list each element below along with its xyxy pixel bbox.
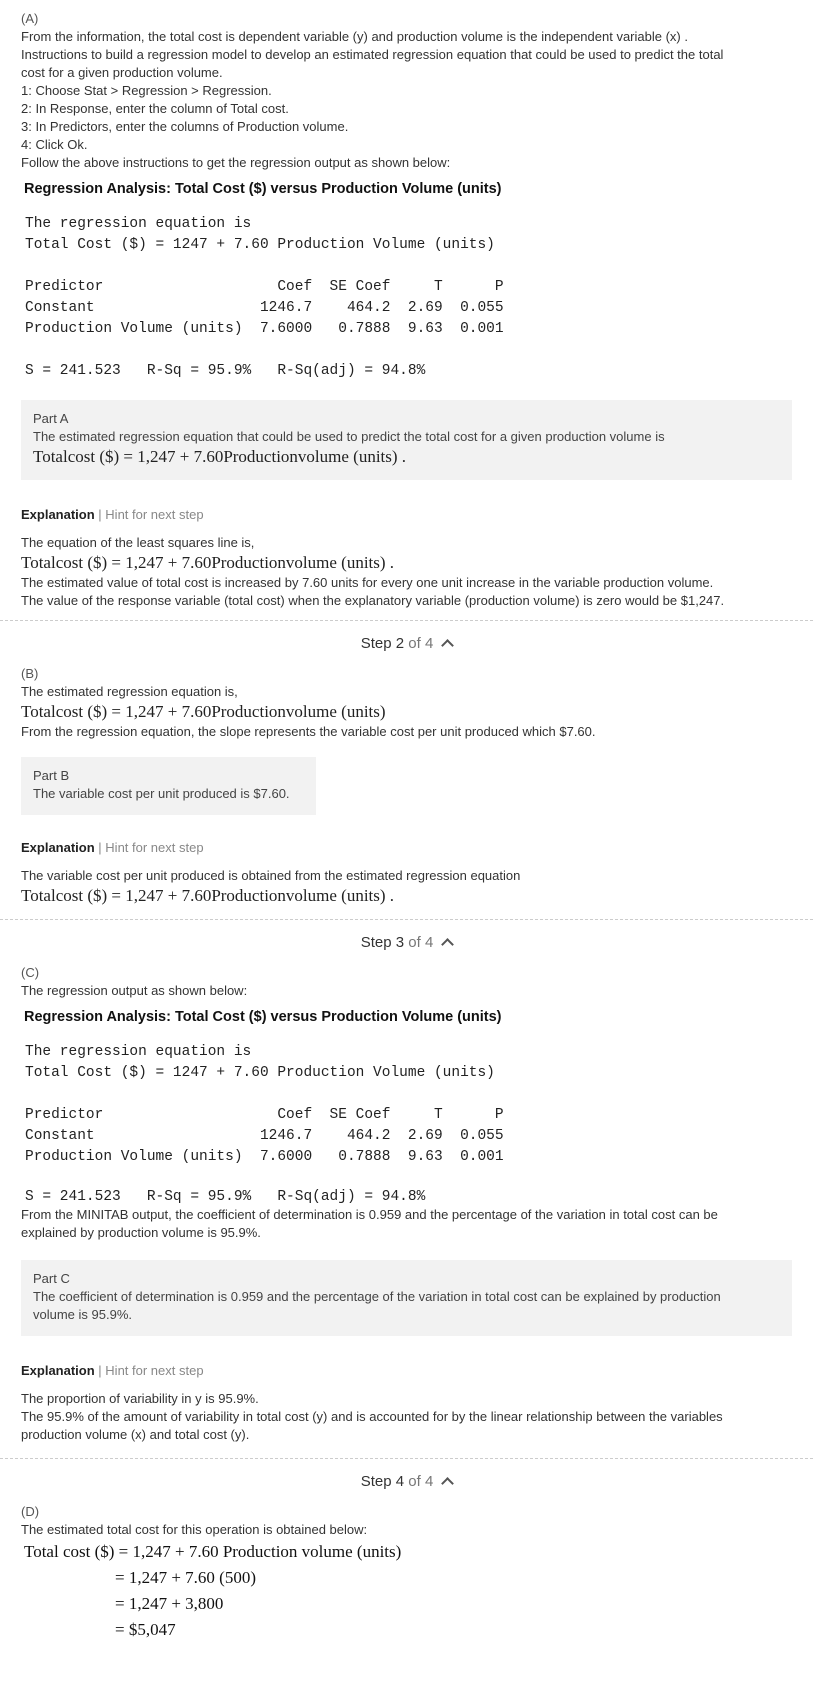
chevron-up-icon[interactable] (441, 639, 454, 652)
hint-link[interactable]: Hint for next step (105, 840, 204, 855)
part-c-text: volume is 95.9%. (33, 1307, 132, 1322)
instruction-step: 3: In Predictors, enter the columns of Production volume. (21, 119, 349, 134)
explanation-label: Explanation (21, 1363, 95, 1378)
output-line (25, 256, 792, 277)
part-c-label: (C) (21, 965, 40, 980)
part-c-section (0, 964, 813, 1242)
expl-equation: Totalcost ($) = 1,247 + 7.60Productionvolume (units) . (21, 553, 395, 572)
output-line: S = 241.523 R-Sq = 95.9% R-Sq(adj) = 94.8% (25, 1189, 426, 1205)
part-b-line: The estimated regression equation is, (21, 684, 238, 699)
part-c-line: From the MINITAB output, the coefficient of determination is 0.959 and the percentage of the variation in total cost can be (21, 1207, 718, 1222)
step-2-header[interactable] (0, 633, 813, 655)
output-line (25, 1168, 792, 1189)
part-b-equation: Totalcost ($) = 1,247 + 7.60Productionvolume (units) (21, 702, 386, 721)
output-line: S = 241.523 R-Sq = 95.9% R-Sq(adj) = 94.8% (25, 363, 426, 379)
output-line: Total Cost ($) = 1247 + 7.60 Production Volume (units) (25, 237, 495, 253)
output-line (25, 1084, 792, 1105)
intro-line: cost for a given production volume. (21, 65, 223, 80)
part-b-title: Part B (33, 768, 70, 783)
step-of: of 4 (404, 635, 434, 652)
calc-line: = 1,247 + 7.60 (500) (115, 1568, 256, 1587)
explanation-label: Explanation (21, 840, 95, 855)
part-a-text: The estimated regression equation that could be used to predict the total cost for a given production volume is (33, 429, 665, 444)
part-b-text: The variable cost per unit produced is $7.60. (33, 786, 290, 801)
regression-output-a (0, 178, 813, 382)
part-d-section (0, 1503, 813, 1643)
part-b-line: From the regression equation, the slope represents the variable cost per unit produced which $7.60. (21, 724, 596, 739)
step-3-header[interactable] (0, 932, 813, 954)
explanation-sep: | (94, 1363, 106, 1378)
explanation-sep: | (94, 840, 106, 855)
regression-title: Regression Analysis: Total Cost ($) versus Production Volume (units) (24, 181, 502, 197)
step-label: Step 3 (360, 934, 405, 951)
output-line: The regression equation is (25, 1044, 252, 1060)
output-line: Predictor Coef SE Coef T P (25, 279, 504, 295)
explanation-label: Explanation (21, 507, 95, 522)
part-c-line: The regression output as shown below: (21, 983, 248, 998)
step-of: of 4 (404, 1473, 434, 1490)
instruction-step: 1: Choose Stat > Regression > Regression. (21, 83, 272, 98)
step-of: of 4 (404, 934, 434, 951)
part-c-line: explained by production volume is 95.9%. (21, 1225, 261, 1240)
hint-link[interactable]: Hint for next step (105, 1363, 204, 1378)
output-line: Constant 1246.7 464.2 2.69 0.055 (25, 300, 504, 316)
step-label: Step 4 (360, 1473, 405, 1490)
intro-line: From the information, the total cost is dependent variable (y) and production volume is the independent variable (x) . (21, 29, 688, 44)
part-a-equation: Totalcost ($) = 1,247 + 7.60Productionvolume (units) . (33, 447, 407, 466)
part-a-label: (A) (21, 11, 39, 26)
part-b-answer-box (21, 757, 316, 815)
part-b-section (0, 665, 813, 741)
calc-line: = 1,247 + 3,800 (115, 1594, 224, 1613)
expl-line: The estimated value of total cost is increased by 7.60 units for every one unit increase in the variable production volume. (21, 575, 714, 590)
expl-equation: Totalcost ($) = 1,247 + 7.60Productionvolume (units) . (21, 886, 395, 905)
expl-line: production volume (x) and total cost (y). (21, 1427, 250, 1442)
explanation-b (0, 839, 813, 907)
output-line: The regression equation is (25, 216, 252, 232)
part-c-title: Part C (33, 1271, 70, 1286)
expl-line: The proportion of variability in y is 95.9%. (21, 1391, 259, 1406)
hint-link[interactable]: Hint for next step (105, 507, 204, 522)
output-line: Production Volume (units) 7.6000 0.7888 9.63 0.001 (25, 1149, 504, 1165)
explanation-a (0, 506, 813, 610)
part-a-intro (0, 0, 813, 172)
instruction-step: 4: Click Ok. (21, 137, 88, 152)
chevron-up-icon[interactable] (441, 1477, 454, 1490)
step-label: Step 2 (360, 635, 405, 652)
part-d-line: The estimated total cost for this operation is obtained below: (21, 1522, 368, 1537)
part-b-label: (B) (21, 666, 39, 681)
expl-line: The variable cost per unit produced is obtained from the estimated regression equation (21, 868, 521, 883)
output-line: Constant 1246.7 464.2 2.69 0.055 (25, 1128, 504, 1144)
part-d-label: (D) (21, 1504, 40, 1519)
part-a-title: Part A (33, 411, 69, 426)
intro-line: Instructions to build a regression model to develop an estimated regression equation that could be used to predict the total (21, 47, 724, 62)
calc-line: = $5,047 (115, 1620, 176, 1639)
output-line (25, 340, 792, 361)
instruction-step: 2: In Response, enter the column of Total cost. (21, 101, 289, 116)
expl-line: The value of the response variable (total cost) when the explanatory variable (production volume) is zero would be $1,247. (21, 593, 725, 608)
output-line: Predictor Coef SE Coef T P (25, 1107, 504, 1123)
step-4-header[interactable] (0, 1471, 813, 1493)
expl-line: The equation of the least squares line is, (21, 535, 255, 550)
explanation-sep: | (94, 507, 106, 522)
calc-line: Total cost ($) = 1,247 + 7.60 Production volume (units) (24, 1542, 402, 1561)
output-line: Total Cost ($) = 1247 + 7.60 Production Volume (units) (25, 1065, 495, 1081)
part-c-answer-box (21, 1260, 792, 1336)
regression-title: Regression Analysis: Total Cost ($) versus Production Volume (units) (24, 1009, 502, 1025)
part-c-text: The coefficient of determination is 0.959 and the percentage of the variation in total cost can be explained by production (33, 1289, 721, 1304)
chevron-up-icon[interactable] (441, 938, 454, 951)
output-line: Production Volume (units) 7.6000 0.7888 9.63 0.001 (25, 321, 504, 337)
part-a-answer-box (21, 400, 792, 480)
intro-line: Follow the above instructions to get the regression output as shown below: (21, 155, 451, 170)
expl-line: The 95.9% of the amount of variability in total cost (y) and is accounted for by the linear relationship between the variables (21, 1409, 723, 1424)
explanation-c (0, 1362, 813, 1444)
